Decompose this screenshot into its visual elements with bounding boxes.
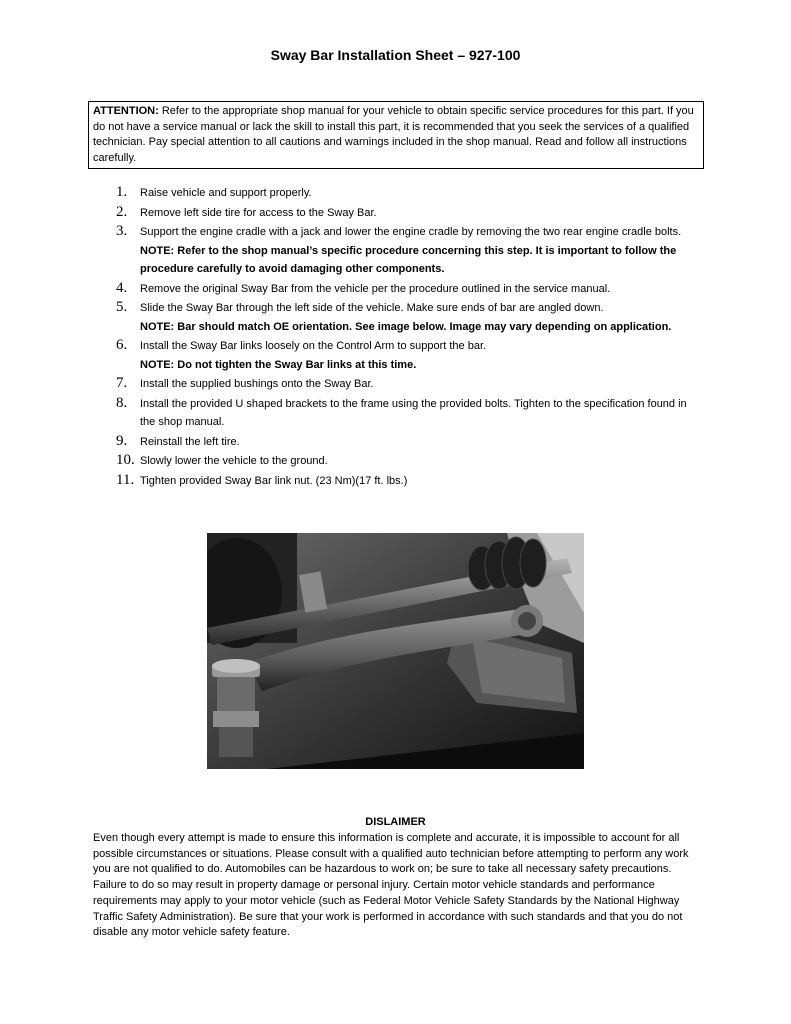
step-item: [112, 280, 702, 299]
step-text: Install the supplied bushings onto the Sway Bar.: [140, 378, 374, 390]
step-item: [112, 184, 702, 203]
step-number: 2.: [116, 203, 128, 220]
step-number: 5.: [116, 299, 128, 315]
step-number: 10.: [116, 452, 135, 468]
step-note: NOTE: Refer to the shop manual’s specific procedure concerning this step. It is important to follow the procedure carefully to avoid damaging other components.: [140, 244, 677, 275]
instruction-steps: [112, 184, 702, 491]
step-text: Reinstall the left tire.: [140, 435, 240, 448]
step-number: 7.: [116, 375, 128, 391]
step-text: Slide the Sway Bar through the left side of the vehicle. Make sure ends of bar are angled down.: [140, 302, 604, 314]
step-text: Install the provided U shaped brackets to the frame using the provided bolts. Tighten to the specification found in the shop manual.: [140, 397, 687, 428]
step-number: 3.: [116, 223, 128, 239]
sway-bar-photo-illustration: [207, 533, 584, 769]
step-item: [112, 337, 702, 374]
step-item: [112, 299, 702, 336]
step-text: Support the engine cradle with a jack and lower the engine cradle by removing the two rear engine cradle bolts.: [140, 226, 682, 238]
step-item: [112, 223, 702, 279]
step-item: [112, 204, 702, 223]
step-item: [112, 375, 702, 394]
disclaimer-title: DISLAIMER: [365, 816, 426, 828]
step-number: 9.: [116, 432, 128, 449]
step-number: 1.: [116, 184, 128, 200]
step-number: 4.: [116, 279, 128, 296]
step-item: [112, 433, 702, 452]
step-item: [112, 472, 702, 491]
step-item: [112, 452, 702, 471]
step-text: Slowly lower the vehicle to the ground.: [140, 455, 328, 467]
step-text: Raise vehicle and support properly.: [140, 187, 312, 199]
disclaimer-text: Even though every attempt is made to ensure this information is complete and accurate, it is impossible to account for all possible circumstances or situations. Please consult with a qualified auto technician before attempting to perform any work you are not qualified to do. Automobiles can be hazardous to work on; be sure to take all necessary safety precautions. Failure to do so may result in property damage or personal injury. Certain motor vehicle standards and performance requirements may apply to your motor vehicle (such as Federal Motor Vehicle Safety Standards by the National Highway Traffic Safety Administration). Be sure that your work is performed in accordance with such standards and that you do not disable any motor vehicle safety feature.: [93, 832, 689, 939]
step-text: Tighten provided Sway Bar link nut. (23 Nm)(17 ft. lbs.): [140, 474, 408, 487]
step-number: 8.: [116, 394, 128, 411]
attention-box: [88, 101, 704, 169]
step-text: Install the Sway Bar links loosely on the Control Arm to support the bar.: [140, 340, 487, 352]
step-text: Remove left side tire for access to the Sway Bar.: [140, 206, 377, 219]
page-title: Sway Bar Installation Sheet – 927-100: [270, 47, 521, 63]
step-note: NOTE: Bar should match OE orientation. See image below. Image may vary depending on application.: [140, 320, 672, 333]
step-note: NOTE: Do not tighten the Sway Bar links at this time.: [140, 358, 417, 371]
sway-bar-photo: [207, 533, 584, 769]
step-number: 6.: [116, 337, 128, 353]
attention-label: ATTENTION:: [93, 105, 159, 117]
step-number: 11.: [116, 471, 135, 488]
attention-text: Refer to the appropriate shop manual for your vehicle to obtain specific service procedures for this part. If you do not have a service manual or lack the skill to install this part, it is recommended that you seek the services of a qualified technician. Pay special attention to all cautions and warnings included in the shop manual. Read and follow all instructions carefully.: [93, 105, 694, 164]
step-item: [112, 395, 702, 432]
step-text: Remove the original Sway Bar from the vehicle per the procedure outlined in the service manual.: [140, 282, 611, 295]
